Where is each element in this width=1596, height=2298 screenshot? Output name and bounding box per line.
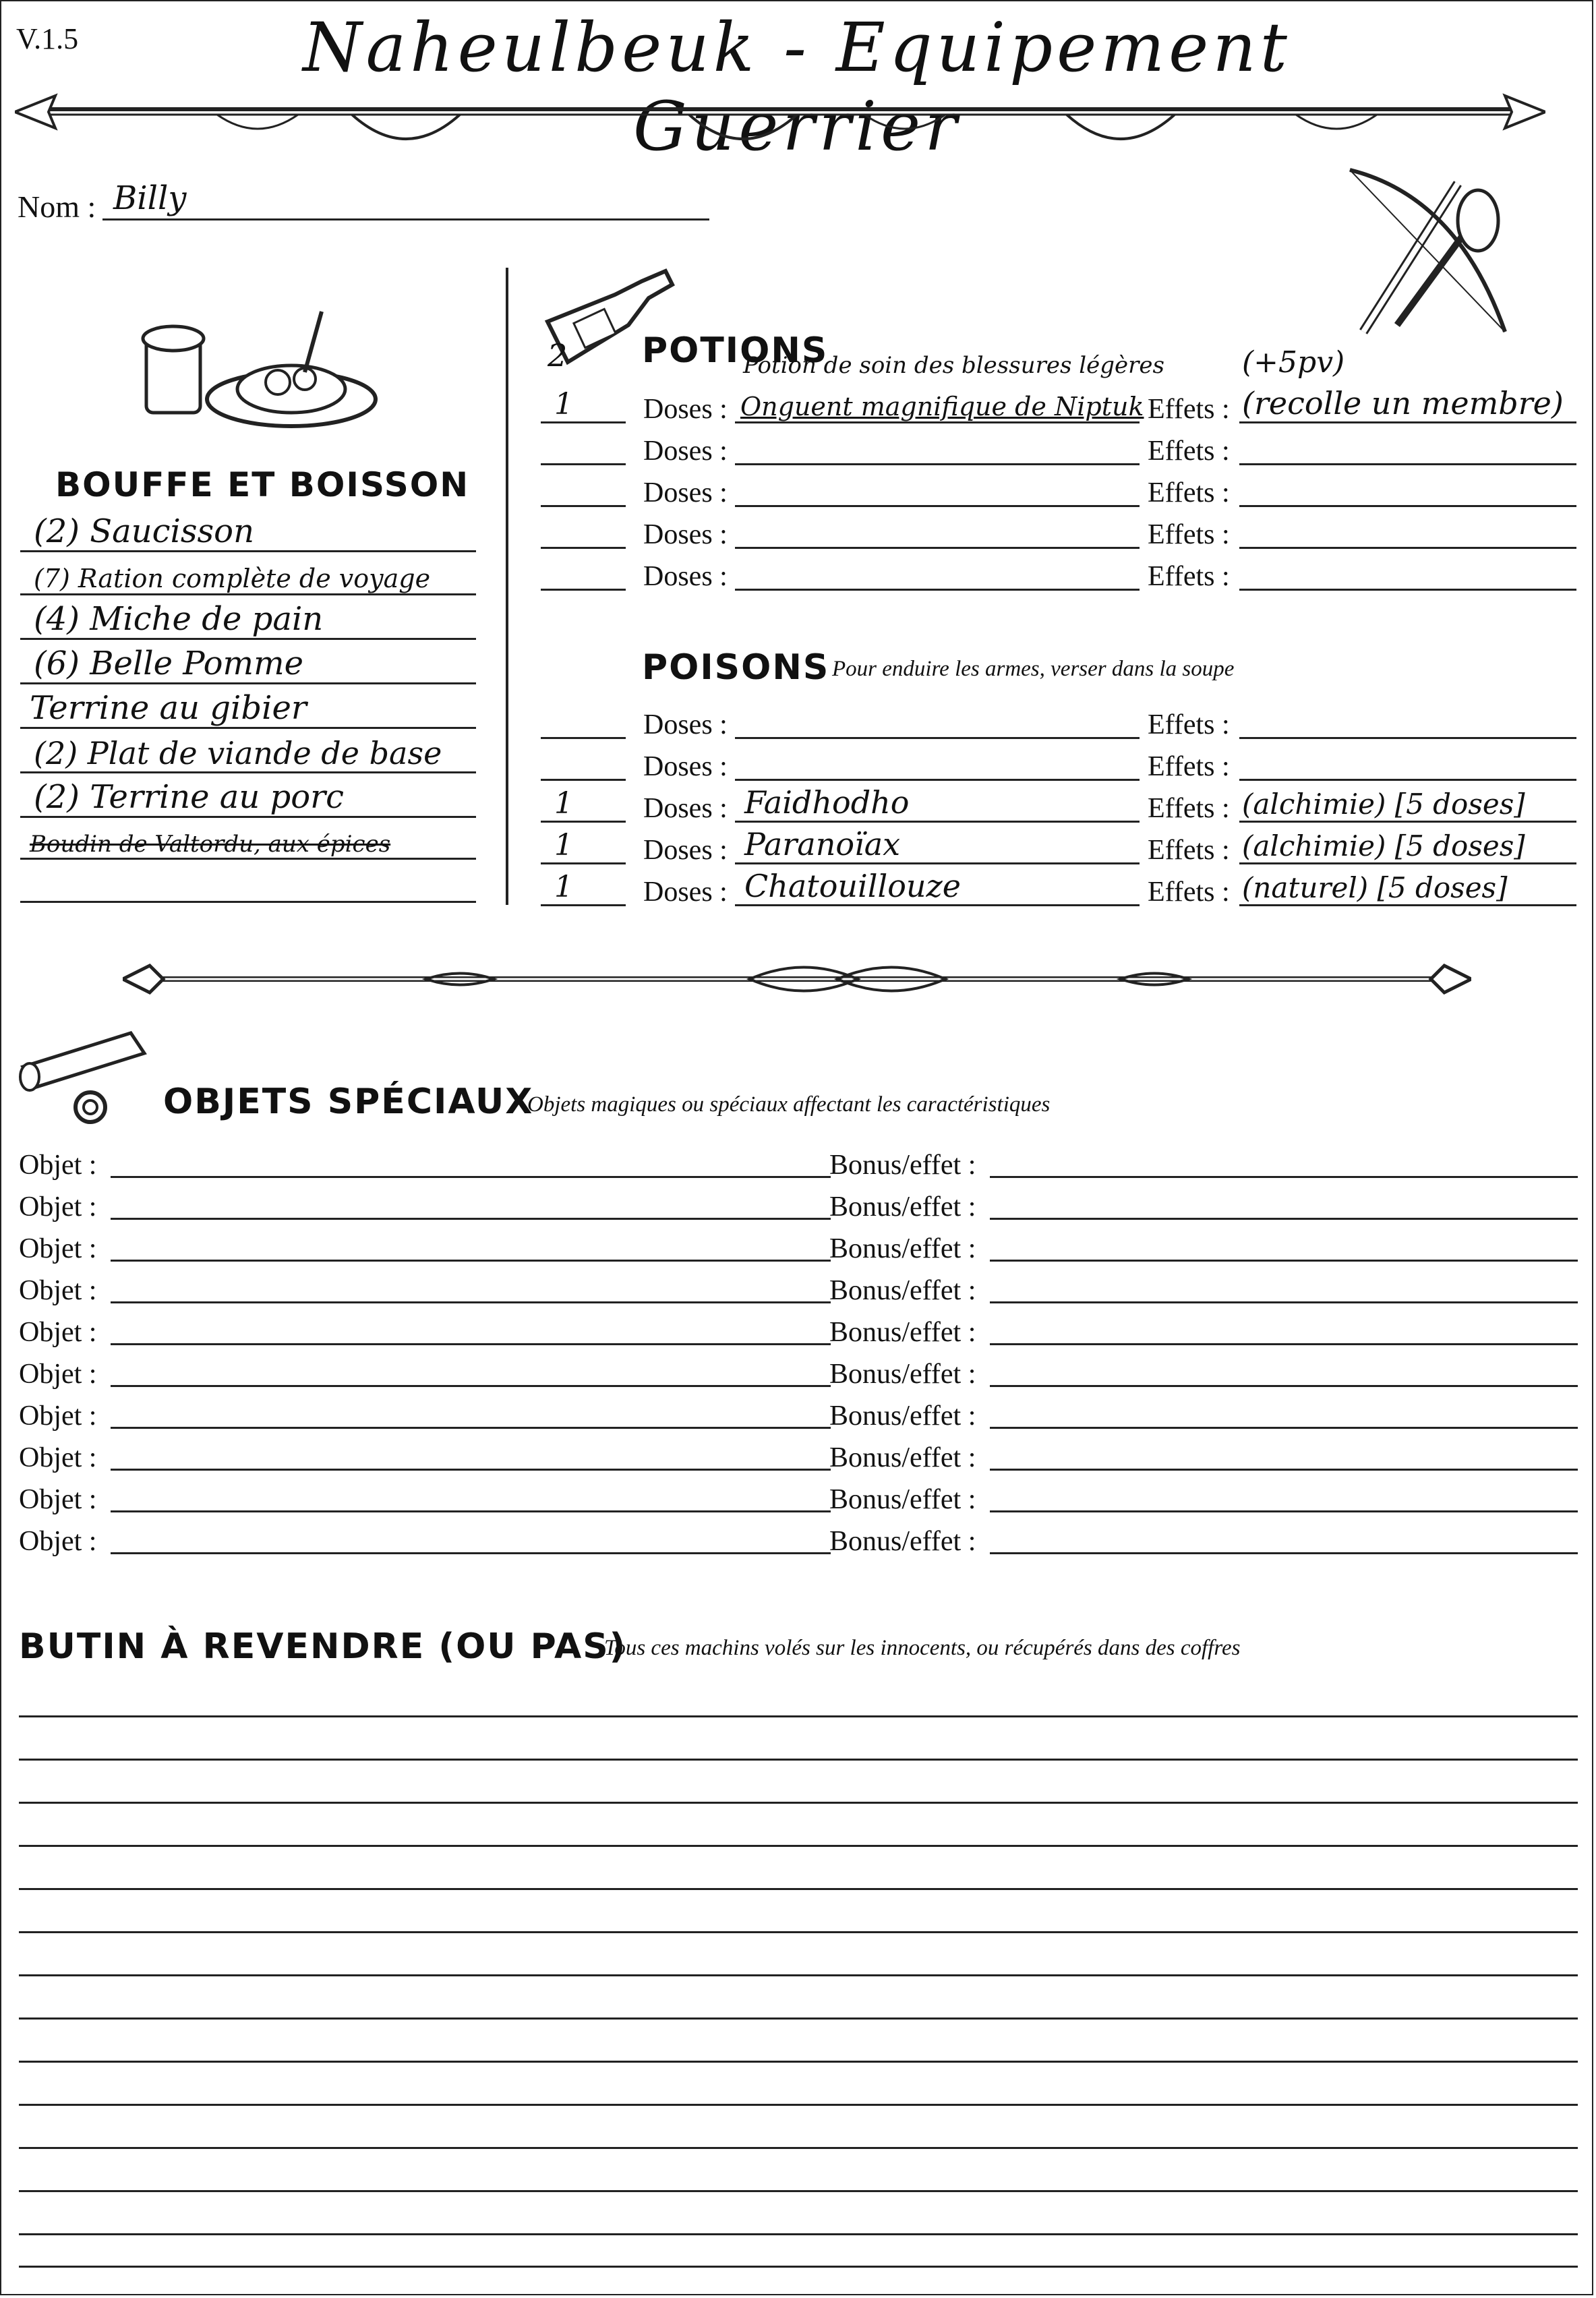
object-field[interactable] [111, 1392, 831, 1429]
object-field[interactable] [111, 1308, 831, 1345]
potions-heading: POTIONS [642, 330, 829, 371]
table-row: Objet : Bonus/effet : [19, 1475, 1578, 1517]
loot-line[interactable] [19, 2152, 1578, 2192]
poison-name-field[interactable]: Paranoïax [735, 823, 1140, 864]
list-item[interactable]: Terrine au gibier [20, 684, 476, 729]
food-heading: BOUFFE ET BOISSON [55, 465, 470, 504]
loot-line[interactable] [19, 1678, 1578, 1717]
column-divider [506, 268, 508, 905]
potion-name-field[interactable] [735, 508, 1140, 549]
list-item[interactable]: (6) Belle Pomme [20, 639, 476, 684]
potion-name-field[interactable] [735, 424, 1140, 465]
doses-label: Doses : [643, 793, 728, 824]
special-subtitle: Objets magiques ou spéciaux affectant les caractéristiques [527, 1092, 1051, 1117]
loot-line[interactable] [19, 1937, 1578, 1976]
bonus-field[interactable] [990, 1475, 1578, 1512]
loot-line[interactable] [19, 1807, 1578, 1847]
loot-line[interactable] [19, 1850, 1578, 1890]
special-heading: OBJETS SPÉCIAUX [163, 1082, 534, 1122]
loot-line[interactable] [19, 2239, 1578, 2268]
object-field[interactable] [111, 1434, 831, 1471]
spear-divider-icon [15, 82, 1545, 156]
list-item[interactable] [20, 860, 476, 903]
table-row: Objet : Bonus/effet : [19, 1141, 1578, 1183]
potion-name-field[interactable] [735, 466, 1140, 507]
bonus-field[interactable] [990, 1350, 1578, 1387]
potion-effect-field[interactable] [1239, 466, 1576, 507]
table-row [541, 782, 1579, 823]
doses-label: Doses : [643, 877, 728, 908]
potion-row1-name-above: Potion de soin des blessures légères [743, 352, 1164, 379]
effects-label: Effets : [1148, 519, 1230, 550]
table-row: Objet : Bonus/effet : [19, 1308, 1578, 1350]
qty-field[interactable]: 1 [541, 782, 626, 823]
poisons-table [541, 698, 1579, 914]
poisons-heading: POISONS [642, 647, 830, 688]
table-row: Objet : Bonus/effet : [19, 1392, 1578, 1434]
qty-field[interactable] [541, 508, 626, 549]
bonus-field[interactable] [990, 1434, 1578, 1471]
potion-effect-field[interactable] [1239, 508, 1576, 549]
poisons-subtitle: Pour enduire les armes, verser dans la soupe [832, 657, 1235, 681]
table-row [541, 466, 1579, 508]
qty-field[interactable]: 1 [541, 823, 626, 864]
object-field[interactable] [111, 1225, 831, 1262]
object-field[interactable] [111, 1517, 831, 1554]
effects-label: Effets : [1148, 709, 1230, 740]
table-row [541, 424, 1579, 466]
effects-label: Effets : [1148, 877, 1230, 908]
loot-line[interactable] [19, 2023, 1578, 2063]
table-row: Objet : Bonus/effet : [19, 1517, 1578, 1559]
poison-effect-field[interactable] [1239, 740, 1576, 781]
loot-line[interactable] [19, 2066, 1578, 2106]
bonus-field[interactable] [990, 1266, 1578, 1303]
effects-label: Effets : [1148, 793, 1230, 824]
table-row [541, 382, 1579, 424]
effects-label: Effets : [1148, 394, 1230, 425]
object-field[interactable] [111, 1475, 831, 1512]
object-field[interactable] [111, 1350, 831, 1387]
doses-label: Doses : [643, 477, 728, 508]
qty-field[interactable]: 1 [541, 382, 626, 423]
name-value: Billy [113, 179, 187, 217]
crossed-weapons-icon [1323, 156, 1525, 345]
list-item[interactable]: (7) Ration complète de voyage [20, 552, 476, 595]
bonus-field[interactable] [990, 1225, 1578, 1262]
table-row: Objet : Bonus/effet : [19, 1225, 1578, 1266]
version-label: V.1.5 [16, 22, 79, 55]
poison-effect-field[interactable]: (alchimie) [5 doses] [1239, 823, 1576, 864]
doses-label: Doses : [643, 394, 728, 425]
doses-label: Doses : [643, 519, 728, 550]
loot-line[interactable] [19, 2196, 1578, 2235]
potion-name-field[interactable] [735, 550, 1140, 591]
loot-line[interactable] [19, 2109, 1578, 2149]
potion-name-field[interactable]: Onguent magnifique de Niptuk [735, 382, 1140, 423]
doses-label: Doses : [643, 561, 728, 592]
table-row: Objet : Bonus/effet : [19, 1266, 1578, 1308]
loot-line[interactable] [19, 1764, 1578, 1804]
loot-heading: BUTIN À REVENDRE (OU PAS) [19, 1626, 627, 1667]
object-field[interactable] [111, 1183, 831, 1220]
loot-lines [19, 1678, 1578, 2271]
list-item[interactable]: (2) Plat de viande de base [20, 728, 476, 773]
loot-subtitle: Tous ces machins volés sur les innocents, ou récupérés dans des coffres [604, 1636, 1241, 1660]
qty-field[interactable] [541, 466, 626, 507]
qty-field[interactable]: 1 [541, 865, 626, 906]
doses-label: Doses : [643, 835, 728, 866]
potion-effect-field[interactable] [1239, 424, 1576, 465]
table-row: Objet : Bonus/effet : [19, 1350, 1578, 1392]
poison-name-field[interactable] [735, 698, 1140, 739]
name-field[interactable] [102, 179, 709, 220]
object-field[interactable] [111, 1141, 831, 1178]
table-row: Objet : Bonus/effet : [19, 1434, 1578, 1475]
table-row [541, 698, 1579, 740]
table-row [541, 550, 1579, 591]
effects-label: Effets : [1148, 477, 1230, 508]
bonus-field[interactable] [990, 1392, 1578, 1429]
table-row [541, 740, 1579, 782]
food-list [20, 507, 476, 905]
doses-label: Doses : [643, 709, 728, 740]
table-row: Objet : Bonus/effet : [19, 1183, 1578, 1225]
staff-divider-icon [123, 955, 1471, 1003]
name-label: Nom : [18, 189, 96, 224]
qty-field[interactable] [541, 550, 626, 591]
effects-label: Effets : [1148, 436, 1230, 467]
potion-effect-field[interactable]: (recolle un membre) [1239, 382, 1576, 423]
poison-effect-field[interactable]: (alchimie) [5 doses] [1239, 782, 1576, 823]
food-platter-icon [136, 298, 379, 433]
list-item[interactable]: (4) Miche de pain [20, 595, 476, 640]
bonus-field[interactable] [990, 1183, 1578, 1220]
table-row [541, 865, 1579, 907]
qty-field[interactable] [541, 740, 626, 781]
bonus-field[interactable] [990, 1308, 1578, 1345]
potion-row1-qty-above: 2 [548, 337, 568, 374]
list-item[interactable]: (2) Saucisson [20, 507, 476, 552]
poison-effect-field[interactable]: (naturel) [5 doses] [1239, 865, 1576, 906]
effects-label: Effets : [1148, 561, 1230, 592]
scroll-ring-icon [16, 1020, 151, 1134]
effects-label: Effets : [1148, 835, 1230, 866]
bonus-field[interactable] [990, 1141, 1578, 1178]
table-row [541, 508, 1579, 550]
poison-effect-field[interactable] [1239, 698, 1576, 739]
list-item[interactable]: Boudin de Valtordu, aux épices [20, 817, 476, 860]
qty-field[interactable] [541, 424, 626, 465]
bonus-field[interactable] [990, 1517, 1578, 1554]
loot-line[interactable] [19, 1980, 1578, 2020]
doses-label: Doses : [643, 751, 728, 782]
special-table [19, 1141, 1578, 1566]
loot-line[interactable] [19, 1721, 1578, 1761]
potion-effect-field[interactable] [1239, 550, 1576, 591]
qty-field[interactable] [541, 698, 626, 739]
list-item[interactable]: (2) Terrine au porc [20, 773, 476, 818]
poison-name-field[interactable]: Faidhodho [735, 782, 1140, 823]
potions-table [541, 382, 1579, 591]
poison-name-field[interactable] [735, 740, 1140, 781]
table-row [541, 823, 1579, 865]
object-field[interactable] [111, 1266, 831, 1303]
loot-line[interactable] [19, 1893, 1578, 1933]
effects-label: Effets : [1148, 751, 1230, 782]
poison-name-field[interactable]: Chatouillouze [735, 865, 1140, 906]
doses-label: Doses : [643, 436, 728, 467]
potion-row1-effect-above: (+5pv) [1242, 345, 1345, 380]
page-title: Naheulbeuk - Equipement Guerrier [303, 8, 1291, 166]
